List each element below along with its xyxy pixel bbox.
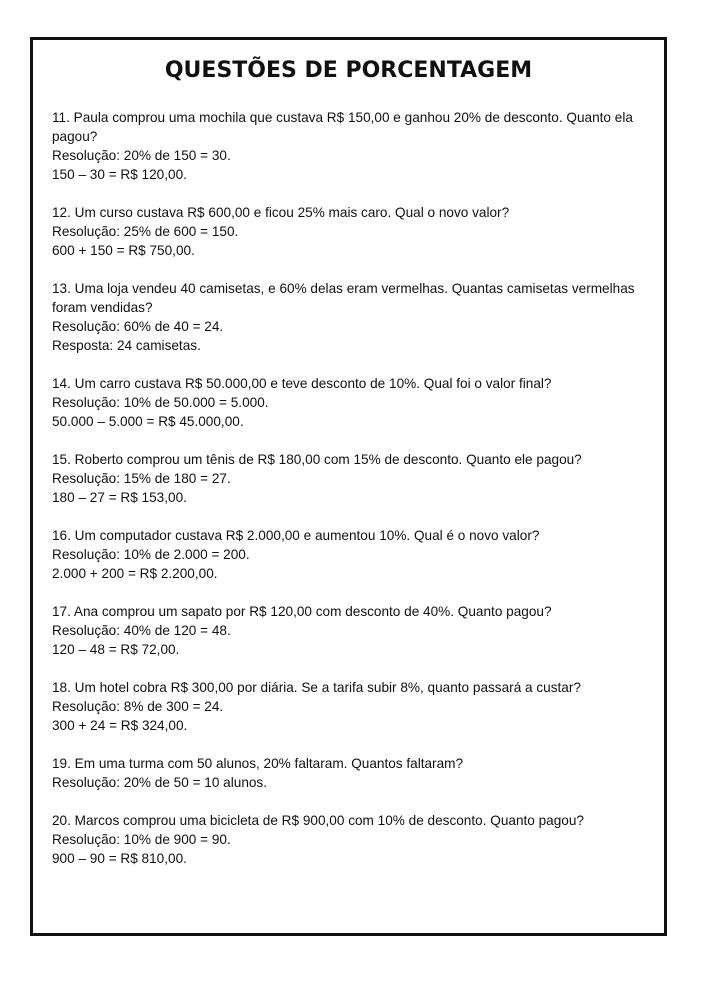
question-text: 20. Marcos comprou uma bicicleta de R$ 900,00 com 10% de desconto. Quanto pagou?	[52, 813, 584, 828]
question-11	[52, 108, 652, 184]
question-16	[52, 526, 652, 583]
resolution-line: Resolução: 8% de 300 = 24.	[52, 699, 224, 714]
question-text: 15. Roberto comprou um tênis de R$ 180,00 com 15% de desconto. Quanto ele pagou?	[52, 452, 582, 467]
resolution-line: Resolução: 15% de 180 = 27.	[52, 471, 231, 486]
resolution-line: 120 – 48 = R$ 72,00.	[52, 642, 180, 657]
question-text: 16. Um computador custava R$ 2.000,00 e aumentou 10%. Qual é o novo valor?	[52, 528, 540, 543]
page-title: QUESTÕES DE PORCENTAGEM	[164, 58, 533, 83]
resolution-line: Resolução: 60% de 40 = 24.	[52, 319, 224, 334]
question-text: 14. Um carro custava R$ 50.000,00 e teve desconto de 10%. Qual foi o valor final?	[52, 376, 552, 391]
questions-list	[52, 108, 652, 887]
question-18	[52, 678, 652, 735]
question-text: 12. Um curso custava R$ 600,00 e ficou 25% mais caro. Qual o novo valor?	[52, 205, 510, 220]
resolution-line: Resolução: 10% de 900 = 90.	[52, 832, 231, 847]
question-text: 17. Ana comprou um sapato por R$ 120,00 com desconto de 40%. Quanto pagou?	[52, 604, 552, 619]
resolution-line: Resolução: 20% de 50 = 10 alunos.	[52, 775, 268, 790]
question-text: 13. Uma loja vendeu 40 camisetas, e 60% delas eram vermelhas. Quantas camisetas vermelhas foram vendidas?	[52, 281, 635, 315]
resolution-line: Resolução: 10% de 2.000 = 200.	[52, 547, 250, 562]
question-20	[52, 811, 652, 868]
resolution-line: Resolução: 20% de 150 = 30.	[52, 148, 231, 163]
question-14	[52, 374, 652, 431]
question-text: 19. Em uma turma com 50 alunos, 20% faltaram. Quantos faltaram?	[52, 756, 464, 771]
question-17	[52, 602, 652, 659]
resolution-line: Resolução: 10% de 50.000 = 5.000.	[52, 395, 269, 410]
resolution-line: 900 – 90 = R$ 810,00.	[52, 851, 187, 866]
resolution-line: 150 – 30 = R$ 120,00.	[52, 167, 187, 182]
resolution-line: 300 + 24 = R$ 324,00.	[52, 718, 188, 733]
question-19	[52, 754, 652, 792]
resolution-line: Resposta: 24 camisetas.	[52, 338, 201, 353]
question-text: 11. Paula comprou uma mochila que custava R$ 150,00 e ganhou 20% de desconto. Quanto ela pagou?	[52, 110, 633, 144]
resolution-line: 2.000 + 200 = R$ 2.200,00.	[52, 566, 218, 581]
resolution-line: Resolução: 25% de 600 = 150.	[52, 224, 239, 239]
question-15	[52, 450, 652, 507]
question-13	[52, 279, 652, 355]
question-text: 18. Um hotel cobra R$ 300,00 por diária. Se a tarifa subir 8%, quanto passará a custar?	[52, 680, 581, 695]
resolution-line: 180 – 27 = R$ 153,00.	[52, 490, 187, 505]
page-border-frame	[30, 37, 667, 936]
resolution-line: 600 + 150 = R$ 750,00.	[52, 243, 195, 258]
resolution-line: Resolução: 40% de 120 = 48.	[52, 623, 231, 638]
resolution-line: 50.000 – 5.000 = R$ 45.000,00.	[52, 414, 244, 429]
question-12	[52, 203, 652, 260]
